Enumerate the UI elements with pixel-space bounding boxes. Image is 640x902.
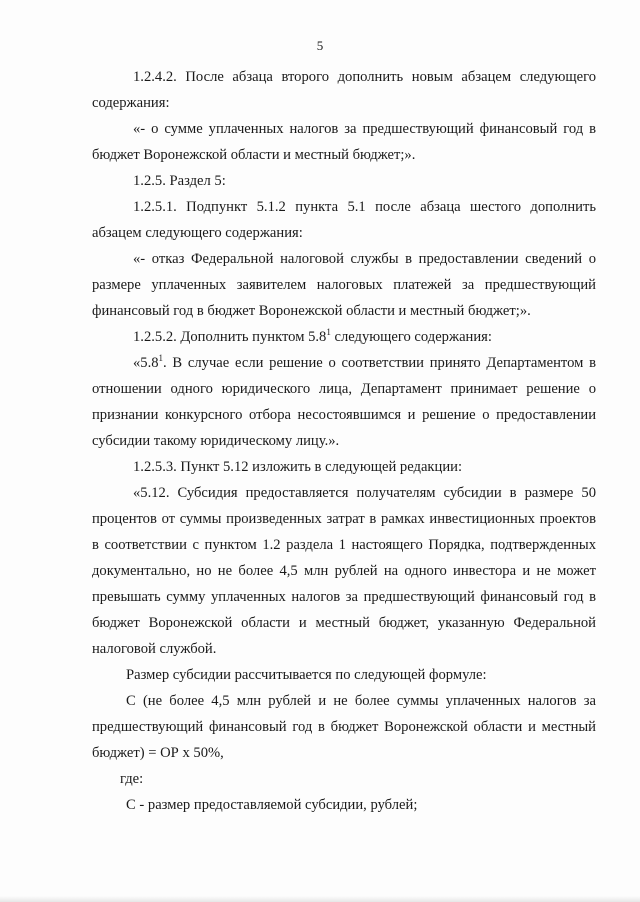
paragraph-section-5: 1.2.5. Раздел 5: [133,173,226,189]
paragraph-1-2-5-1: 1.2.5.1. Подпункт 5.1.2 пункта 5.1 после абзаца шестого дополнить абзацем следующего содержания: [92,199,596,241]
paragraph-subsidy-definition: С - размер предоставляемой субсидии, рублей; [126,797,418,813]
page-number: 5 [316,38,324,53]
paragraph-quote-taxes: «- о сумме уплаченных налогов за предшествующий финансовый год в бюджет Воронежской области и местный бюджет;». [92,121,596,163]
text-segment: «5.8 [133,355,159,371]
paragraph-quote-refusal: «- отказ Федеральной налоговой службы в предоставлении сведений о размере уплаченных заявителем налоговых платежей за предшествующий финансовый год в бюджет Воронежской области и местный бюджет;». [92,251,596,319]
text-segment: следующего содержания: [330,329,492,345]
superscript: 1 [158,353,164,364]
paragraph-5-8-1 [92,350,596,454]
paragraph-where: где: [120,771,144,787]
text-segment: 1.2.5.2. Дополнить пунктом 5.8 [133,329,327,345]
paragraph-1-2-4-2: 1.2.4.2. После абзаца второго дополнить новым абзацем следующего содержания: [92,69,596,111]
paragraph-1-2-5-3: 1.2.5.3. Пункт 5.12 изложить в следующей редакции: [133,459,462,475]
scan-edge [0,896,640,902]
paragraph-formula: С (не более 4,5 млн рублей и не более суммы уплаченных налогов за предшествующий финансовый год в бюджет Воронежской области и местный бюджет) = ОР х 50%, [92,693,596,761]
paragraph-5-12: «5.12. Субсидия предоставляется получателям субсидии в размере 50 процентов от суммы произведенных затрат в рамках инвестиционных проектов в соответствии с пунктом 1.2 раздела 1 настоящего Порядка, подтвержденных документально, но не более 4,5 млн рублей на одного инвестора и не может превышать сумму уплаченных налогов за предшествующий финансовый год в бюджет Воронежской области и местный бюджет, указанную Федеральной налоговой службой. [92,485,596,657]
document-body [92,64,596,818]
superscript: 1 [326,327,331,338]
paragraph-formula-intro: Размер субсидии рассчитывается по следующей формуле: [126,667,487,683]
paragraph-1-2-5-2 [92,324,596,350]
text-segment: . В случае если решение о соответствии принято Департаментом в отношении одного юридического лица, Департамент принимает решение о признании конкурсного отбора несостоявшимся и решение о предоставлении субсидии такому юридическому лицу.». [92,355,596,449]
